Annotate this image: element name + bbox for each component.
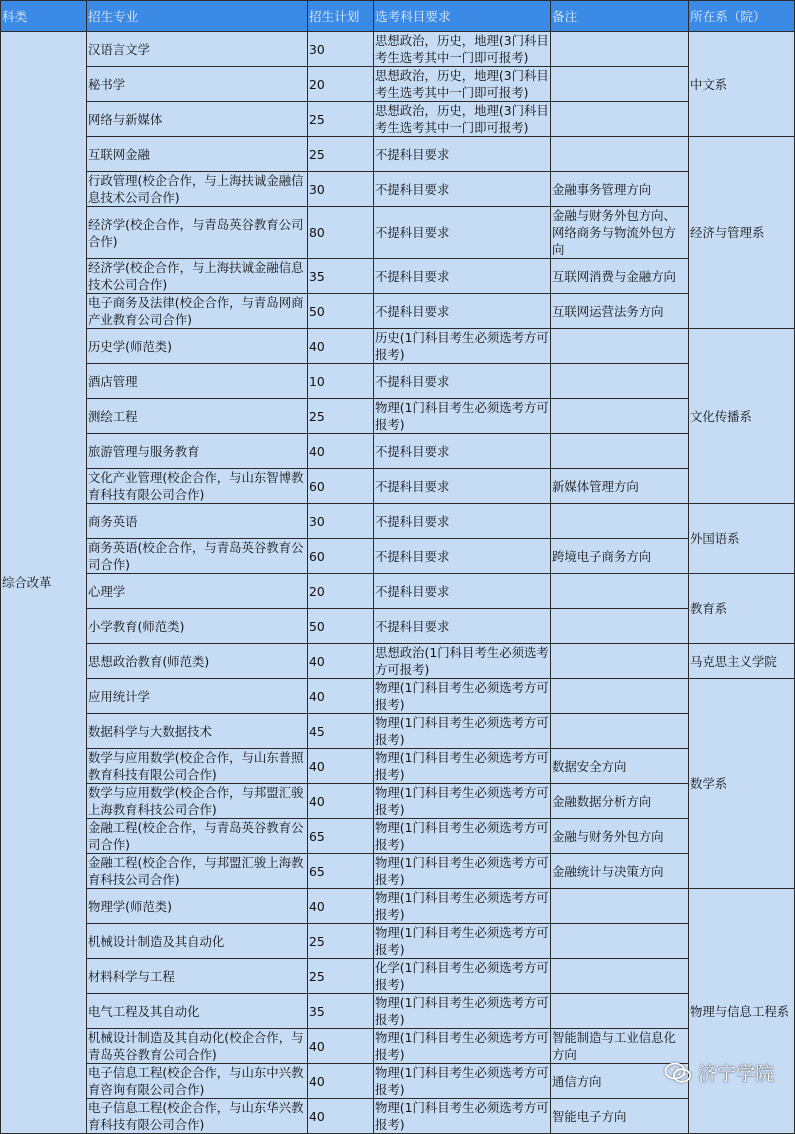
requirement-cell: 不提科目要求 (374, 294, 551, 329)
note-cell: 金融与财务外包方向、网络商务与物流外包方向 (551, 207, 689, 259)
table-row (1, 504, 795, 539)
major-cell: 物理学(师范类) (87, 889, 308, 924)
major-cell: 经济学(校企合作，与上海扶诚金融信息技术公司合作) (87, 259, 308, 294)
table-row (1, 854, 795, 889)
requirement-cell: 不提科目要求 (374, 259, 551, 294)
major-cell: 商务英语(校企合作，与青岛英谷教育公司合作) (87, 539, 308, 574)
table-body (1, 32, 795, 1134)
major-cell: 材料科学与工程 (87, 959, 308, 994)
plan-cell: 25 (308, 102, 374, 137)
note-cell (551, 329, 689, 364)
requirement-cell: 思想政治(1门科目考生必须选考方可报考) (375, 645, 549, 677)
table-row (1, 102, 795, 137)
plan-cell: 30 (308, 32, 374, 67)
header-plan: 招生计划 (308, 1, 374, 32)
note-cell (551, 102, 689, 137)
major-cell: 汉语言文学 (87, 32, 308, 67)
note-cell (551, 714, 689, 749)
note-cell (551, 67, 689, 102)
requirement-cell: 物理(1门科目考生必须选考方可报考) (375, 820, 549, 852)
note-cell: 互联网运营法务方向 (551, 294, 689, 329)
table-row (1, 819, 795, 854)
requirement-cell: 思想政治，历史，地理(3门科目考生选考其中一门即可报考) (375, 33, 549, 65)
requirement-cell: 不提科目要求 (374, 469, 551, 504)
requirement-cell: 不提科目要求 (374, 172, 551, 207)
requirement-cell: 物理(1门科目考生必须选考方可报考) (375, 715, 549, 747)
major-cell: 经济学(校企合作，与青岛英谷教育公司合作) (87, 207, 308, 259)
plan-cell: 40 (308, 434, 374, 469)
requirement-cell: 不提科目要求 (374, 574, 551, 609)
table-row (1, 364, 795, 399)
wechat-icon (664, 1061, 692, 1085)
major-cell: 应用统计学 (87, 679, 308, 714)
note-cell: 金融与财务外包方向 (551, 819, 689, 854)
plan-cell: 25 (308, 137, 374, 172)
table-row (1, 294, 795, 329)
major-cell: 小学教育(师范类) (87, 609, 308, 644)
major-cell: 旅游管理与服务教育 (87, 434, 308, 469)
note-cell: 数据安全方向 (551, 749, 689, 784)
note-cell (551, 994, 689, 1029)
note-cell: 智能电子方向 (551, 1099, 689, 1134)
table-row (1, 434, 795, 469)
requirement-cell: 物理(1门科目考生必须选考方可报考) (375, 855, 549, 887)
table-row (1, 172, 795, 207)
note-cell: 金融统计与决策方向 (551, 854, 689, 889)
major-cell: 酒店管理 (87, 364, 308, 399)
requirement-cell: 不提科目要求 (374, 609, 551, 644)
plan-cell: 60 (308, 469, 374, 504)
note-cell (551, 399, 689, 434)
requirement-cell: 物理(1门科目考生必须选考方可报考) (375, 995, 549, 1027)
major-cell: 网络与新媒体 (87, 102, 308, 137)
watermark-text: 济宁学院 (697, 1063, 774, 1085)
major-cell: 文化产业管理(校企合作，与山东智博教育科技有限公司合作) (87, 469, 308, 504)
major-cell: 金融工程(校企合作，与青岛英谷教育公司合作) (87, 819, 308, 854)
note-cell (551, 889, 689, 924)
plan-cell: 80 (308, 207, 374, 259)
department-cell: 经济与管理系 (689, 137, 795, 329)
header-note: 备注 (551, 1, 689, 32)
plan-cell: 35 (308, 259, 374, 294)
note-cell (551, 32, 689, 67)
major-cell: 互联网金融 (87, 137, 308, 172)
table-row (1, 994, 795, 1029)
plan-cell: 30 (308, 172, 374, 207)
plan-cell: 65 (308, 819, 374, 854)
major-cell: 思想政治教育(师范类) (87, 644, 308, 679)
department-cell: 文化传播系 (689, 329, 795, 504)
note-cell (551, 924, 689, 959)
note-cell (551, 434, 689, 469)
table-row (1, 574, 795, 609)
plan-cell: 65 (308, 854, 374, 889)
major-cell: 测绘工程 (87, 399, 308, 434)
requirement-cell: 物理(1门科目考生必须选考方可报考) (375, 785, 549, 817)
major-cell: 数学与应用数学(校企合作，与山东普照教育科技有限公司合作) (87, 749, 308, 784)
table-row (1, 539, 795, 574)
table-row (1, 137, 795, 172)
table-header-row (1, 1, 795, 32)
plan-cell: 40 (308, 679, 374, 714)
table-row (1, 469, 795, 504)
requirement-cell: 思想政治，历史，地理(3门科目考生选考其中一门即可报考) (375, 103, 549, 135)
watermark (664, 1059, 774, 1086)
header-requirement: 选考科目要求 (374, 1, 551, 32)
requirement-cell: 物理(1门科目考生必须选考方可报考) (375, 1030, 549, 1062)
table-row (1, 259, 795, 294)
note-cell (551, 679, 689, 714)
table-row (1, 609, 795, 644)
requirement-cell: 不提科目要求 (374, 207, 551, 259)
note-cell (551, 504, 689, 539)
note-cell: 智能制造与工业信息化方向 (551, 1029, 689, 1064)
header-major: 招生专业 (87, 1, 308, 32)
note-cell (551, 137, 689, 172)
header-category: 科类 (1, 1, 87, 32)
requirement-cell: 思想政治，历史，地理(3门科目考生选考其中一门即可报考) (375, 68, 549, 100)
major-cell: 金融工程(校企合作，与邦盟汇骏上海教育科技公司合作) (87, 854, 308, 889)
table-row (1, 784, 795, 819)
table-row (1, 399, 795, 434)
major-cell: 机械设计制造及其自动化(校企合作，与青岛英谷教育公司合作) (87, 1029, 308, 1064)
plan-cell: 40 (308, 1029, 374, 1064)
note-cell: 新媒体管理方向 (551, 469, 689, 504)
requirement-cell: 不提科目要求 (374, 434, 551, 469)
requirement-cell: 化学(1门科目考生必须选考方可报考) (375, 960, 549, 992)
requirement-cell: 物理(1门科目考生必须选考方可报考) (375, 680, 549, 712)
table-row (1, 207, 795, 259)
department-cell: 中文系 (689, 32, 795, 137)
plan-cell: 50 (308, 294, 374, 329)
plan-cell: 25 (308, 924, 374, 959)
note-cell: 互联网消费与金融方向 (551, 259, 689, 294)
note-cell: 通信方向 (551, 1064, 689, 1099)
table-row (1, 924, 795, 959)
table-row (1, 889, 795, 924)
note-cell: 金融事务管理方向 (551, 172, 689, 207)
plan-cell: 25 (308, 959, 374, 994)
header-department: 所在系（院） (689, 1, 795, 32)
department-cell: 物理与信息工程系 (689, 889, 795, 1134)
table-row (1, 329, 795, 364)
major-cell: 机械设计制造及其自动化 (87, 924, 308, 959)
plan-cell: 40 (308, 749, 374, 784)
requirement-cell: 物理(1门科目考生必须选考方可报考) (375, 400, 549, 432)
plan-cell: 35 (308, 994, 374, 1029)
table-row (1, 1099, 795, 1134)
note-cell (551, 574, 689, 609)
plan-cell: 40 (308, 1099, 374, 1134)
major-cell: 数学与应用数学(校企合作，与邦盟汇骏上海教育科技公司合作) (87, 784, 308, 819)
department-cell: 马克思主义学院 (689, 644, 795, 679)
major-cell: 行政管理(校企合作，与上海扶诚金融信息技术公司合作) (87, 172, 308, 207)
plan-cell: 40 (308, 889, 374, 924)
note-cell: 跨境电子商务方向 (551, 539, 689, 574)
requirement-cell: 不提科目要求 (374, 504, 551, 539)
major-cell: 电子商务及法律(校企合作，与青岛网商产业教育公司合作) (87, 294, 308, 329)
requirement-cell: 物理(1门科目考生必须选考方可报考) (375, 925, 549, 957)
table-row (1, 749, 795, 784)
requirement-cell: 不提科目要求 (374, 137, 551, 172)
major-cell: 历史学(师范类) (87, 329, 308, 364)
plan-cell: 45 (308, 714, 374, 749)
department-cell: 外国语系 (689, 504, 795, 574)
major-cell: 数据科学与大数据技术 (87, 714, 308, 749)
major-cell: 电子信息工程(校企合作，与山东华兴教育科技有限公司合作) (87, 1099, 308, 1134)
requirement-cell: 物理(1门科目考生必须选考方可报考) (375, 1065, 549, 1097)
note-cell (551, 644, 689, 679)
plan-cell: 20 (308, 574, 374, 609)
table-row (1, 714, 795, 749)
plan-cell: 40 (308, 644, 374, 679)
plan-cell: 25 (308, 399, 374, 434)
plan-cell: 60 (308, 539, 374, 574)
table-row (1, 959, 795, 994)
requirement-cell: 物理(1门科目考生必须选考方可报考) (375, 890, 549, 922)
plan-cell: 40 (308, 1064, 374, 1099)
requirement-cell: 物理(1门科目考生必须选考方可报考) (375, 1100, 549, 1132)
note-cell (551, 364, 689, 399)
plan-cell: 10 (308, 364, 374, 399)
plan-cell: 40 (308, 329, 374, 364)
requirement-cell: 不提科目要求 (374, 364, 551, 399)
note-cell (551, 959, 689, 994)
table-row (1, 679, 795, 714)
note-cell: 金融数据分析方向 (551, 784, 689, 819)
major-cell: 商务英语 (87, 504, 308, 539)
major-cell: 秘书学 (87, 67, 308, 102)
plan-cell: 20 (308, 67, 374, 102)
major-cell: 电子信息工程(校企合作，与山东中兴教育咨询有限公司合作) (87, 1064, 308, 1099)
plan-cell: 40 (308, 784, 374, 819)
note-cell (551, 609, 689, 644)
plan-cell: 50 (308, 609, 374, 644)
department-cell: 教育系 (689, 574, 795, 644)
major-cell: 电气工程及其自动化 (87, 994, 308, 1029)
table-row (1, 32, 795, 67)
department-cell: 数学系 (689, 679, 795, 889)
category-cell: 综合改革 (1, 32, 87, 1134)
requirement-cell: 物理(1门科目考生必须选考方可报考) (375, 750, 549, 782)
requirement-cell: 历史(1门科目考生必须选考方可报考) (375, 330, 549, 362)
major-cell: 心理学 (87, 574, 308, 609)
plan-cell: 30 (308, 504, 374, 539)
requirement-cell: 不提科目要求 (374, 539, 551, 574)
table-row (1, 67, 795, 102)
table-row (1, 644, 795, 679)
